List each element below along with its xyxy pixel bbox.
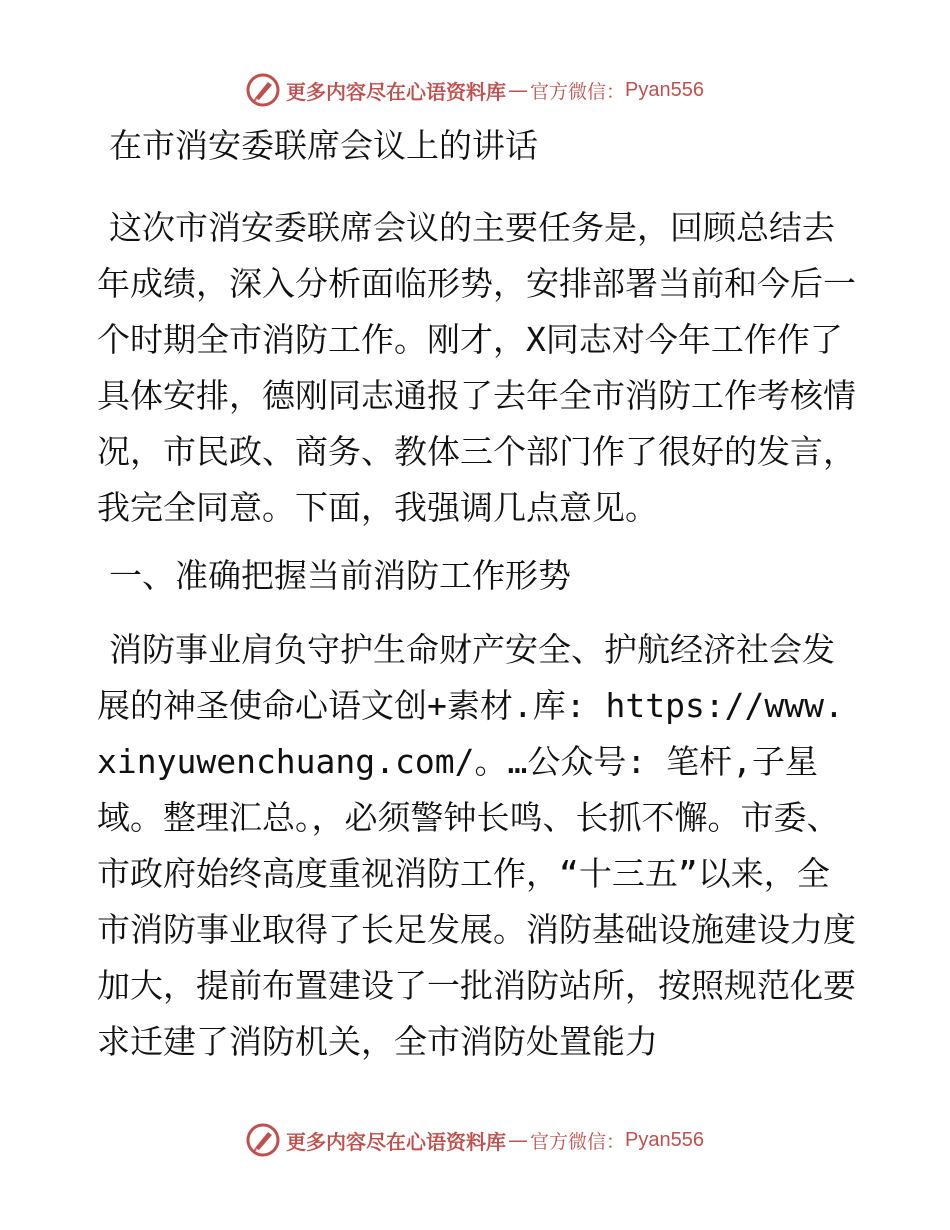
paragraph-intro: 这次市消安委联席会议的主要任务是，回顾总结去年成绩，深入分析面临形势，安排部署当前和今后一个时期全市消防工作。刚才，X同志对今年工作作了具体安排，德刚同志通报了去年全市消防工作考核情况，市民政、商务、教体三个部门作了很好的发言，我完全同意。下面，我强调几点意见。 bbox=[97, 208, 856, 527]
banner-wechat-id: Pyan556 bbox=[625, 78, 704, 101]
footer-watermark-banner bbox=[0, 1120, 950, 1160]
red-circle-pen-logo-icon bbox=[246, 73, 280, 107]
banner-dash: — bbox=[508, 78, 528, 102]
banner-main-text: 更多内容尽在心语资料库 bbox=[286, 79, 506, 104]
banner-main-text: 更多内容尽在心语资料库 bbox=[286, 1129, 506, 1154]
section-heading-1: 一、准确把握当前消防工作形势 bbox=[109, 556, 571, 595]
banner-dash: — bbox=[508, 1128, 528, 1152]
paragraph-situation: 消防事业肩负守护生命财产安全、护航经济社会发展的神圣使命心语文创+素材.库: https://www.xinyuwenchuang.com/。…公众号: 笔杆,子星域。整理汇总。，必须警钟长鸣、长抓不懈。市委、市政府始终高度重视消防工作，“十三五”以来，全市消防事业取得了长足发展。消防基础设施建设力度加大，提前布置建设了一批消防站所，按照规范化要求迁建了消防机关，全市消防处置能力 bbox=[97, 630, 856, 1061]
banner-wechat-id: Pyan556 bbox=[625, 1128, 704, 1151]
header-watermark-banner bbox=[0, 70, 950, 110]
document-title: 在市消安委联席会议上的讲话 bbox=[109, 126, 538, 165]
banner-wechat-label: 官方微信： bbox=[530, 1130, 626, 1153]
document-body bbox=[97, 118, 857, 1070]
red-circle-pen-logo-icon bbox=[246, 1123, 280, 1157]
banner-wechat-label: 官方微信： bbox=[530, 80, 626, 103]
